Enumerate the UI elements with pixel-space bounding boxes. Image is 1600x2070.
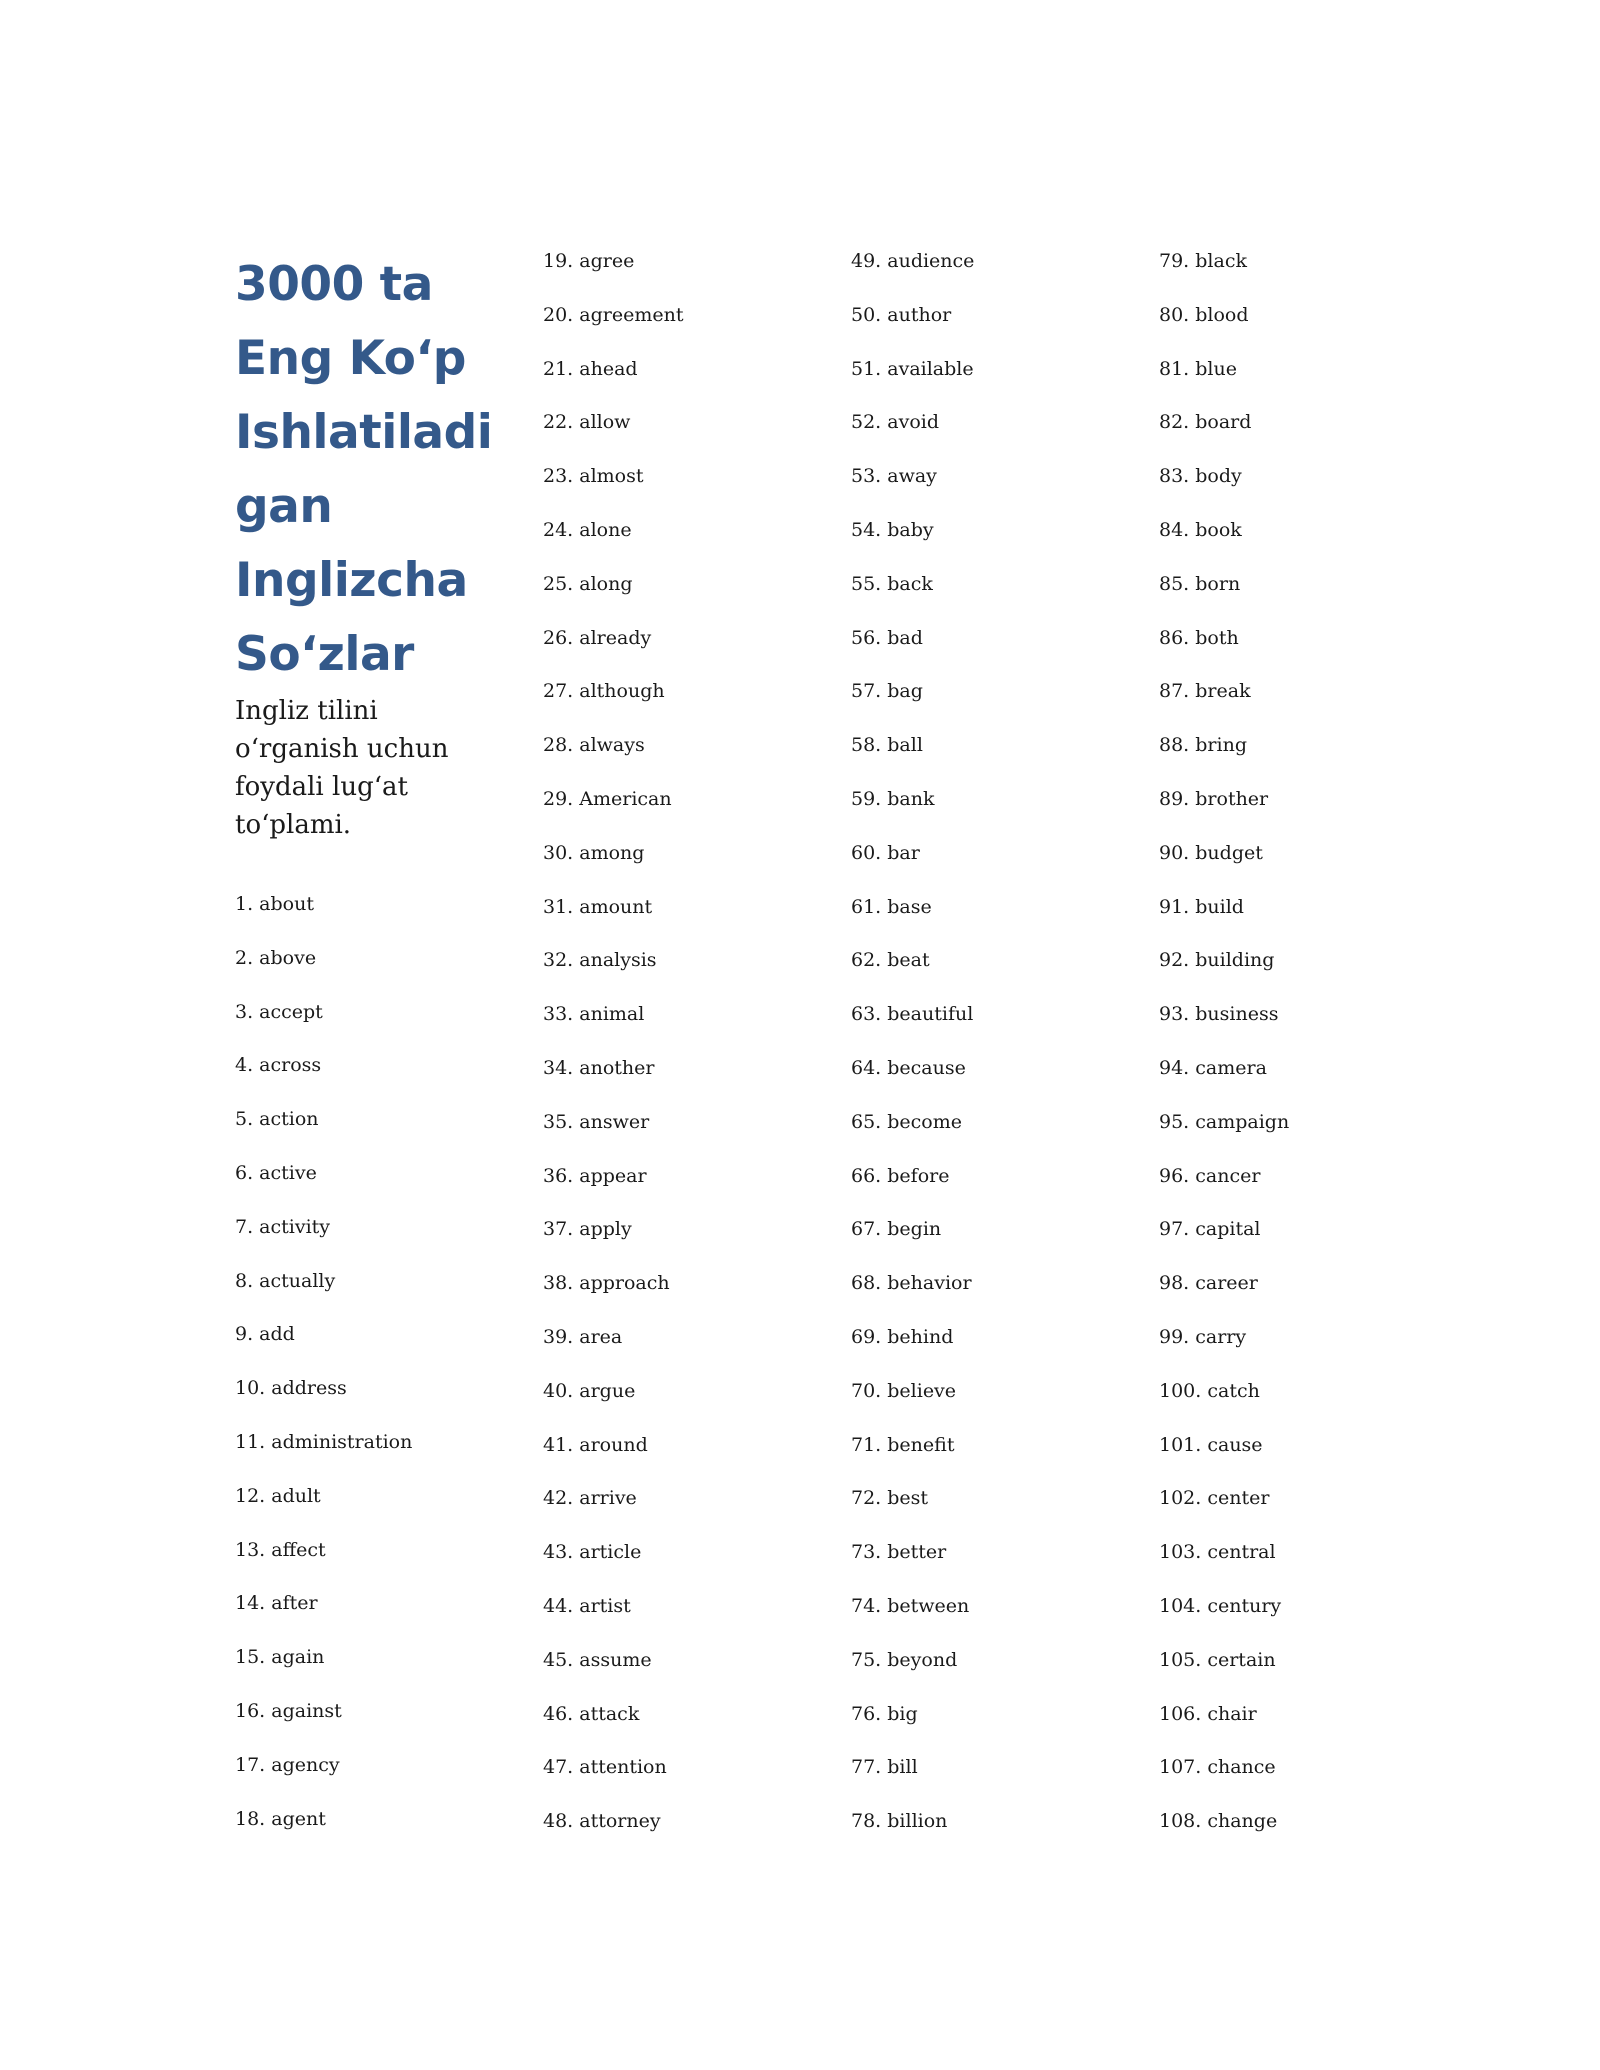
- word-item: 50. author: [851, 304, 952, 326]
- word-item: 8. actually: [235, 1270, 336, 1292]
- word-item: 48. attorney: [543, 1810, 661, 1832]
- word-item: 86. both: [1159, 627, 1239, 649]
- word-item: 99. carry: [1159, 1326, 1247, 1348]
- word-item: 42. arrive: [543, 1487, 637, 1509]
- word-item: 108. change: [1159, 1810, 1278, 1832]
- word-item: 104. century: [1159, 1595, 1282, 1617]
- word-item: 38. approach: [543, 1272, 670, 1294]
- word-item: 74. between: [851, 1595, 970, 1617]
- word-item: 25. along: [543, 573, 633, 595]
- title-line: gan: [235, 479, 333, 534]
- word-item: 40. argue: [543, 1380, 636, 1402]
- word-item: 87. break: [1159, 680, 1251, 702]
- word-item: 31. amount: [543, 896, 653, 918]
- word-item: 32. analysis: [543, 949, 657, 971]
- word-item: 89. brother: [1159, 788, 1269, 810]
- word-item: 102. center: [1159, 1487, 1270, 1509]
- word-item: 37. apply: [543, 1218, 632, 1240]
- title-line: Soʻzlar: [235, 627, 414, 682]
- word-item: 93. business: [1159, 1003, 1279, 1025]
- word-item: 49. audience: [851, 250, 975, 272]
- word-item: 83. body: [1159, 465, 1242, 487]
- word-item: 80. blood: [1159, 304, 1249, 326]
- word-item: 82. board: [1159, 411, 1252, 433]
- word-item: 26. already: [543, 627, 652, 649]
- word-item: 98. career: [1159, 1272, 1258, 1294]
- word-item: 96. cancer: [1159, 1165, 1261, 1187]
- word-item: 95. campaign: [1159, 1111, 1290, 1133]
- word-item: 3. accept: [235, 1001, 323, 1023]
- subtitle-line: foydali lugʻat: [235, 772, 408, 802]
- word-item: 35. answer: [543, 1111, 650, 1133]
- word-item: 2. above: [235, 947, 317, 969]
- word-item: 78. billion: [851, 1810, 948, 1832]
- word-item: 4. across: [235, 1054, 322, 1076]
- title-line: Ishlatiladi: [235, 405, 493, 460]
- word-item: 59. bank: [851, 788, 935, 810]
- word-item: 36. appear: [543, 1165, 647, 1187]
- word-item: 47. attention: [543, 1756, 667, 1778]
- word-item: 45. assume: [543, 1649, 652, 1671]
- word-item: 68. behavior: [851, 1272, 972, 1294]
- document-title: [235, 248, 535, 692]
- word-item: 75. beyond: [851, 1649, 958, 1671]
- word-item: 34. another: [543, 1057, 655, 1079]
- word-item: 72. best: [851, 1487, 929, 1509]
- word-item: 92. building: [1159, 949, 1275, 971]
- word-item: 6. active: [235, 1162, 317, 1184]
- word-item: 71. benefit: [851, 1434, 955, 1456]
- word-item: 91. build: [1159, 896, 1244, 918]
- word-item: 76. big: [851, 1703, 918, 1725]
- word-item: 84. book: [1159, 519, 1242, 541]
- word-item: 58. ball: [851, 734, 923, 756]
- word-item: 53. away: [851, 465, 937, 487]
- word-item: 65. become: [851, 1111, 963, 1133]
- word-item: 63. beautiful: [851, 1003, 974, 1025]
- word-item: 69. behind: [851, 1326, 954, 1348]
- word-item: 12. adult: [235, 1485, 321, 1507]
- word-item: 22. allow: [543, 411, 631, 433]
- word-item: 51. available: [851, 358, 974, 380]
- word-item: 100. catch: [1159, 1380, 1260, 1402]
- word-item: 60. bar: [851, 842, 920, 864]
- word-item: 29. American: [543, 788, 672, 810]
- word-item: 18. agent: [235, 1808, 326, 1830]
- word-item: 43. article: [543, 1541, 642, 1563]
- word-item: 28. always: [543, 734, 645, 756]
- word-item: 52. avoid: [851, 411, 939, 433]
- word-item: 81. blue: [1159, 358, 1237, 380]
- word-item: 14. after: [235, 1592, 318, 1614]
- word-item: 55. back: [851, 573, 933, 595]
- word-item: 105. certain: [1159, 1649, 1276, 1671]
- word-item: 41. around: [543, 1434, 648, 1456]
- word-item: 88. bring: [1159, 734, 1247, 756]
- word-item: 19. agree: [543, 250, 635, 272]
- word-item: 85. born: [1159, 573, 1241, 595]
- word-item: 90. budget: [1159, 842, 1263, 864]
- word-item: 66. before: [851, 1165, 950, 1187]
- word-item: 103. central: [1159, 1541, 1276, 1563]
- word-item: 77. bill: [851, 1756, 918, 1778]
- word-item: 30. among: [543, 842, 645, 864]
- word-item: 23. almost: [543, 465, 644, 487]
- word-item: 70. believe: [851, 1380, 957, 1402]
- word-item: 101. cause: [1159, 1434, 1263, 1456]
- word-item: 21. ahead: [543, 358, 638, 380]
- word-item: 79. black: [1159, 250, 1247, 272]
- subtitle-line: oʻrganish uchun: [235, 734, 449, 764]
- word-item: 9. add: [235, 1323, 295, 1345]
- word-item: 27. although: [543, 680, 665, 702]
- word-item: 44. artist: [543, 1595, 631, 1617]
- document-subtitle: [235, 692, 495, 844]
- word-item: 56. bad: [851, 627, 923, 649]
- word-item: 1. about: [235, 893, 314, 915]
- word-item: 39. area: [543, 1326, 623, 1348]
- word-item: 24. alone: [543, 519, 632, 541]
- word-item: 33. animal: [543, 1003, 645, 1025]
- word-item: 7. activity: [235, 1216, 331, 1238]
- subtitle-line: toʻplami.: [235, 810, 352, 840]
- word-item: 5. action: [235, 1108, 319, 1130]
- title-line: Inglizcha: [235, 553, 468, 608]
- word-item: 10. address: [235, 1377, 347, 1399]
- word-item: 15. again: [235, 1646, 325, 1668]
- word-item: 62. beat: [851, 949, 930, 971]
- word-item: 54. baby: [851, 519, 934, 541]
- word-item: 57. bag: [851, 680, 923, 702]
- title-line: Eng Koʻp: [235, 331, 466, 386]
- word-item: 16. against: [235, 1700, 342, 1722]
- word-item: 94. camera: [1159, 1057, 1267, 1079]
- word-item: 11. administration: [235, 1431, 413, 1453]
- word-item: 64. because: [851, 1057, 966, 1079]
- word-item: 73. better: [851, 1541, 947, 1563]
- word-item: 97. capital: [1159, 1218, 1261, 1240]
- word-item: 13. affect: [235, 1539, 326, 1561]
- title-line: 3000 ta: [235, 257, 433, 312]
- word-item: 46. attack: [543, 1703, 640, 1725]
- word-item: 20. agreement: [543, 304, 684, 326]
- word-item: 106. chair: [1159, 1703, 1257, 1725]
- word-item: 17. agency: [235, 1754, 340, 1776]
- subtitle-line: Ingliz tilini: [235, 696, 378, 726]
- word-item: 61. base: [851, 896, 932, 918]
- word-item: 67. begin: [851, 1218, 942, 1240]
- word-item: 107. chance: [1159, 1756, 1276, 1778]
